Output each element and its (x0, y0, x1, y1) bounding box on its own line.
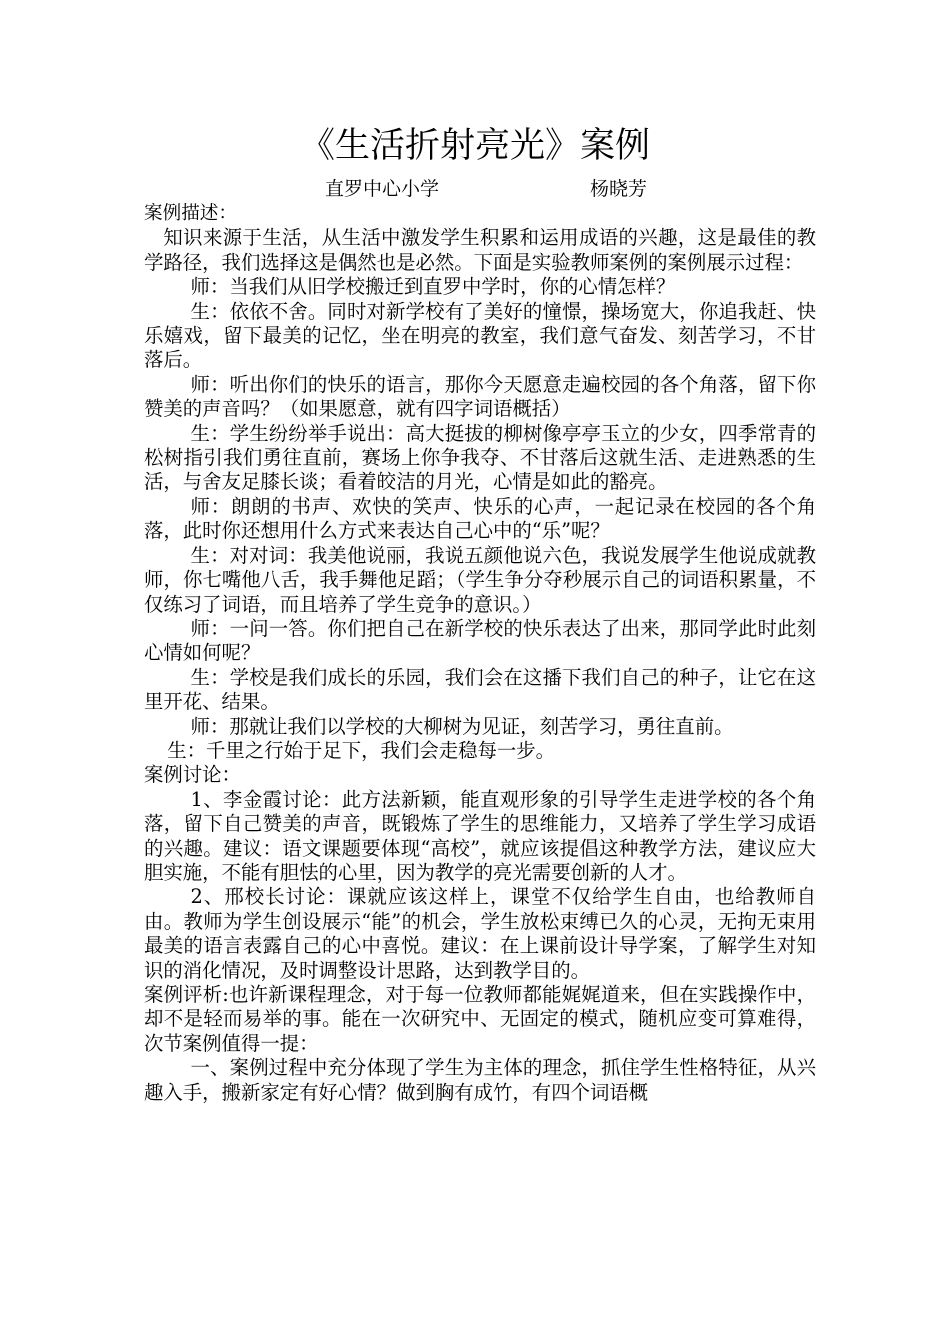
author-name: 杨晓芳 (590, 178, 648, 200)
dialogue-paragraph: 师：朗朗的书声、欢快的笑声、快乐的心声，一起记录在校园的各个角落，此时你还想用什么方式来表达自己心中的“乐”呢？ (144, 494, 816, 543)
document-body (144, 202, 816, 1105)
dialogue-paragraph: 师：当我们从旧学校搬迁到直罗中学时，你的心情怎样？ (190, 275, 676, 299)
dialogue-paragraph: 生：学校是我们成长的乐园，我们会在这播下我们自己的种子，让它在这里开花、结果。 (144, 665, 816, 714)
dialogue-paragraph: 师：那就让我们以学校的大柳树为见证，刻苦学习，勇往直前。 (190, 714, 734, 738)
analysis-paragraph: 案例评析:也许新课程理念，对于每一位教师都能娓娓道来，但在实践操作中，却不是轻而易举的事。能在一次研究中、无固定的模式，随机应变可算难得，次节案例值得一提： (144, 983, 816, 1055)
dialogue-paragraph: 生：千里之行始于足下，我们会走稳每一步。 (167, 738, 556, 762)
dialogue-paragraph: 师：一问一答。你们把自己在新学校的快乐表达了出来，那同学此时此刻心情如何呢？ (144, 616, 816, 665)
discussion-paragraph: 1、李金霞讨论：此方法新颖，能直观形象的引导学生走进学校的各个角落，留下自己赞美的声音，既锻炼了学生的思维能力，又培养了学生学习成语的兴趣。建议：语文课题要体现“高校”，就应该提倡这种教学方法，建议应大胆实施，不能有胆怯的心里，因为教学的亮光需要创新的人才。 (144, 787, 816, 884)
section-heading-description: 案例描述： (144, 203, 237, 224)
discussion-paragraph: 2、邢校长讨论：课就应该这样上，课堂不仅给学生自由，也给教师自由。教师为学生创设展示“能”的机会，学生放松束缚已久的心灵，无拘无束用最美的语言表露自己的心中喜悦。建议：在上课前设计导学案，了解学生对知识的消化情况，及时调整设计思路，达到教学目的。 (144, 885, 816, 982)
dialogue-paragraph: 生：对对词：我美他说丽，我说五颜他说六色，我说发展学生他说成就教师，你七嘴他八舌，我手舞他足蹈；（学生争分夺秒展示自己的词语积累量，不仅练习了词语，而且培养了学生竞争的意识。） (144, 543, 816, 616)
dialogue-paragraph: 生：学生纷纷举手说出：高大挺拔的柳树像亭亭玉立的少女，四季常青的松树指引我们勇往直前，赛场上你争我夺、不甘落后这就生活、走进熟悉的生活，与舍友足膝长谈；看着皎洁的月光，心情是如此的豁亮。 (144, 421, 816, 494)
section-heading-discussion: 案例讨论： (144, 763, 241, 787)
byline (0, 174, 950, 202)
school-name: 直罗中心小学 (325, 178, 440, 200)
analysis-point-paragraph: 一、案例过程中充分体现了学生为主体的理念，抓住学生性格特征，从兴趣入手，搬新家定有好心情？做到胸有成竹，有四个词语概 (144, 1056, 816, 1104)
intro-paragraph: 知识来源于生活，从生活中激发学生积累和运用成语的兴趣，这是最佳的教学路径，我们选择这是偶然也是必然。下面是实验教师案例的案例展示过程： (144, 226, 816, 274)
document-title: 《生活折射亮光》案例 (299, 126, 650, 166)
dialogue-paragraph: 师：听出你们的快乐的语言，那你今天愿意走遍校园的各个角落，留下你赞美的声音吗？（如果愿意，就有四字词语概括） (144, 372, 816, 421)
dialogue-paragraph: 生：依依不舍。同时对新学校有了美好的憧憬，操场宽大，你追我赶、快乐嬉戏，留下最美的记忆，坐在明亮的教室，我们意气奋发、刻苦学习，不甘落后。 (144, 299, 816, 372)
